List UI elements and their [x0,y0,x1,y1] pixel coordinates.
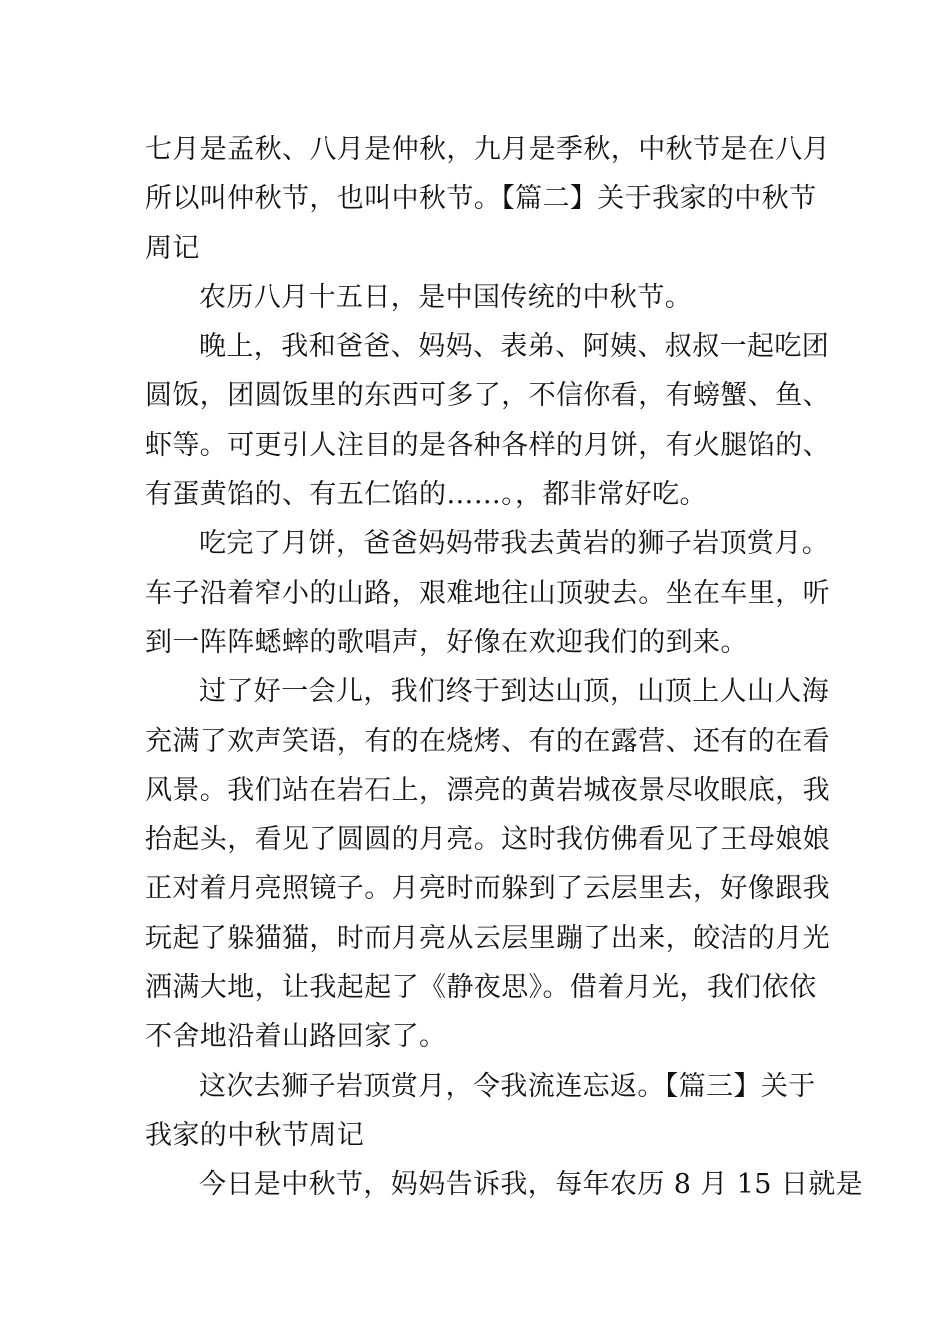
text-line: 不舍地沿着山路回家了。 [145,1021,447,1053]
text-line: 正对着月亮照镜子。月亮时而躲到了云层里去，好像跟我 [145,873,830,905]
text-line: 晚上，我和爸爸、妈妈、表弟、阿姨、叔叔一起吃团 [199,331,830,363]
text-line: 虾等。可更引人注目的是各种各样的月饼，有火腿馅的、 [145,429,830,461]
text-line: 吃完了月饼，爸爸妈妈带我去黄岩的狮子岩顶赏月。 [199,528,830,560]
text-line: 七月是孟秋、八月是仲秋，九月是季秋，中秋节是在八月 [145,134,830,165]
text-line: 抬起头，看见了圆圆的月亮。这时我仿佛看见了王母娘娘 [145,824,830,856]
text-line: 今日是中秋节，妈妈告诉我，每年农历 8 月 15 日就是 [199,1169,864,1201]
text-line: 充满了欢声笑语，有的在烧烤、有的在露营、还有的在看 [145,725,830,757]
text-line: 到一阵阵蟋蟀的歌唱声，好像在欢迎我们的到来。 [145,626,748,658]
text-line: 洒满大地，让我起起了《静夜思》。借着月光，我们依依 [145,972,817,1004]
text-line: 所以叫仲秋节，也叫中秋节。【篇二】关于我家的中秋节 [145,183,817,215]
text-line: 圆饭，团圆饭里的东西可多了，不信你看，有螃蟹、鱼、 [145,380,830,412]
text-line: 有蛋黄馅的、有五仁馅的……。，都非常好吃。 [145,479,707,511]
text-line: 这次去狮子岩顶赏月，令我流连忘返。【篇三】关于 [199,1070,816,1102]
text-line: 农历八月十五日，是中国传统的中秋节。 [199,281,693,313]
body-text [145,125,864,1210]
text-line: 车子沿着窄小的山路，艰难地往山顶驶去。坐在车里，听 [145,577,830,609]
text-line: 过了好一会儿，我们终于到达山顶，山顶上人山人海 [199,676,830,708]
text-line: 我家的中秋节周记 [145,1119,365,1151]
text-line: 周记 [145,232,200,264]
text-line: 风景。我们站在岩石上，漂亮的黄岩城夜景尽收眼底，我 [145,774,830,806]
text-line: 玩起了躲猫猫，时而月亮从云层里蹦了出来，皎洁的月光 [145,922,830,954]
